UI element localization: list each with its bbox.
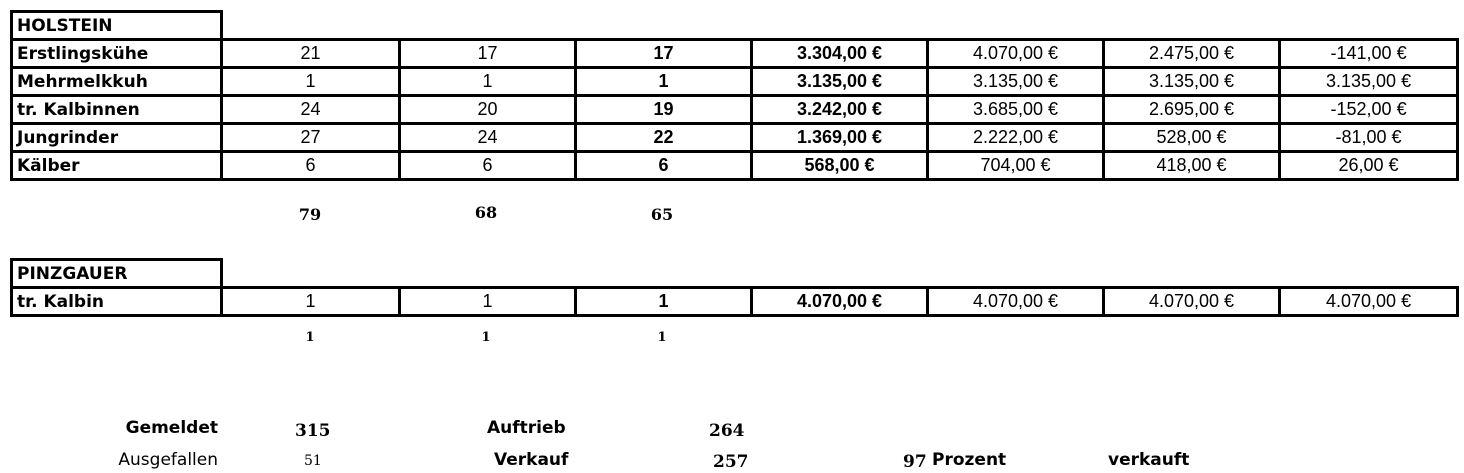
row-label: Kälber xyxy=(12,152,222,180)
pinzgauer-header-row xyxy=(12,260,1458,288)
cell: 1.369,00 € xyxy=(752,124,928,152)
cell: 6 xyxy=(400,152,576,180)
cell: 568,00 € xyxy=(752,152,928,180)
pinzgauer-total-1: 1 xyxy=(305,330,315,345)
holstein-title: HOLSTEIN xyxy=(12,12,222,40)
cell: 24 xyxy=(222,96,400,124)
prozent-value: 97 xyxy=(903,452,927,472)
cell: 704,00 € xyxy=(928,152,1104,180)
table-row xyxy=(12,96,1458,124)
table-row xyxy=(12,40,1458,68)
cell: 4.070,00 € xyxy=(1104,288,1280,316)
cell: 3.685,00 € xyxy=(928,96,1104,124)
table-row xyxy=(12,124,1458,152)
row-label: Erstlingskühe xyxy=(12,40,222,68)
cell: 26,00 € xyxy=(1280,152,1458,180)
table-row xyxy=(12,68,1458,96)
row-label: Mehrmelkkuh xyxy=(12,68,222,96)
gemeldet-value: 315 xyxy=(295,421,331,441)
cell: 4.070,00 € xyxy=(928,288,1104,316)
pinzgauer-total-3: 1 xyxy=(657,330,667,345)
cell: 3.135,00 € xyxy=(928,68,1104,96)
cell: 528,00 € xyxy=(1104,124,1280,152)
holstein-header-row xyxy=(12,12,1458,40)
pinzgauer-total-2: 1 xyxy=(481,330,491,345)
cell: -152,00 € xyxy=(1280,96,1458,124)
cell: 3.242,00 € xyxy=(752,96,928,124)
row-label: Jungrinder xyxy=(12,124,222,152)
cell: 3.304,00 € xyxy=(752,40,928,68)
verkauft-label: verkauft xyxy=(1108,450,1190,470)
cell: -141,00 € xyxy=(1280,40,1458,68)
prozent-label: Prozent xyxy=(932,450,1007,470)
auftrieb-label: Auftrieb xyxy=(487,418,566,438)
cell: 17 xyxy=(576,40,752,68)
cell: 3.135,00 € xyxy=(1104,68,1280,96)
gemeldet-label: Gemeldet xyxy=(125,418,218,438)
cell: 4.070,00 € xyxy=(928,40,1104,68)
cell: 1 xyxy=(576,288,752,316)
cell: 21 xyxy=(222,40,400,68)
row-label: tr. Kalbin xyxy=(12,288,222,316)
verkauf-label: Verkauf xyxy=(494,450,569,470)
row-label: tr. Kalbinnen xyxy=(12,96,222,124)
cell: 1 xyxy=(400,68,576,96)
cell: 19 xyxy=(576,96,752,124)
cell: 27 xyxy=(222,124,400,152)
ausgefallen-label: Ausgefallen xyxy=(118,450,218,470)
cell: 1 xyxy=(222,68,400,96)
holstein-total-2: 68 xyxy=(474,203,498,222)
cell: 22 xyxy=(576,124,752,152)
holstein-total-3: 65 xyxy=(650,205,674,224)
ausgefallen-value: 51 xyxy=(304,453,322,469)
cell: 2.222,00 € xyxy=(928,124,1104,152)
cell: 2.695,00 € xyxy=(1104,96,1280,124)
cell: 418,00 € xyxy=(1104,152,1280,180)
auftrieb-value: 264 xyxy=(709,421,745,441)
pinzgauer-title: PINZGAUER xyxy=(12,260,222,288)
holstein-table xyxy=(10,10,1459,181)
cell: 1 xyxy=(222,288,400,316)
cell: 3.135,00 € xyxy=(1280,68,1458,96)
cell: 2.475,00 € xyxy=(1104,40,1280,68)
cell: 1 xyxy=(576,68,752,96)
pinzgauer-table xyxy=(10,258,1459,317)
cell: -81,00 € xyxy=(1280,124,1458,152)
cell: 24 xyxy=(400,124,576,152)
cell: 6 xyxy=(222,152,400,180)
table-row xyxy=(12,288,1458,316)
holstein-total-1: 79 xyxy=(298,205,322,224)
cell: 6 xyxy=(576,152,752,180)
cell: 3.135,00 € xyxy=(752,68,928,96)
cell: 20 xyxy=(400,96,576,124)
cell: 4.070,00 € xyxy=(1280,288,1458,316)
cell: 1 xyxy=(400,288,576,316)
verkauf-value: 257 xyxy=(713,452,749,472)
cell: 4.070,00 € xyxy=(752,288,928,316)
cell: 17 xyxy=(400,40,576,68)
table-row xyxy=(12,152,1458,180)
